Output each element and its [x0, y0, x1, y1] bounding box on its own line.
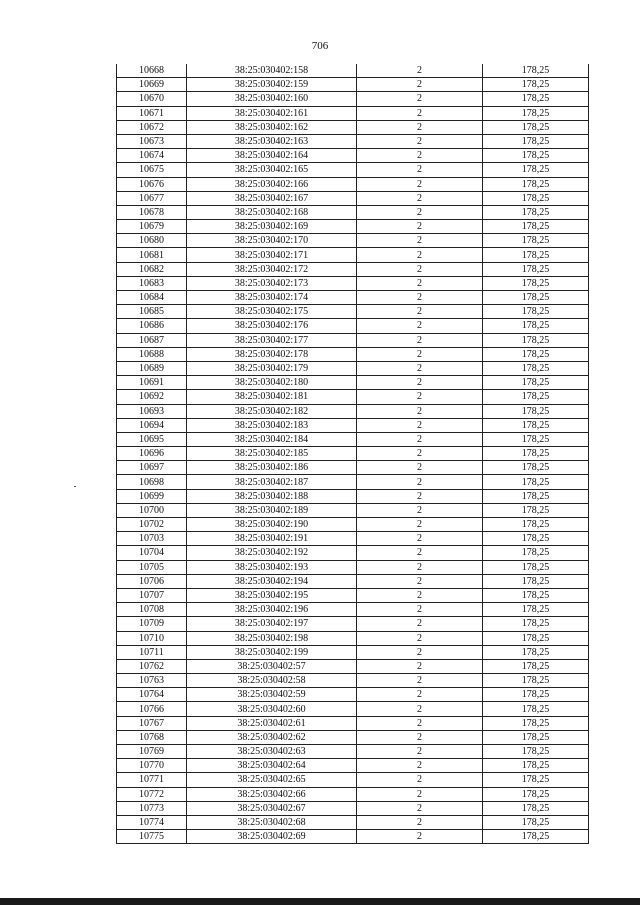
- area-cell: 178,25: [483, 645, 589, 659]
- area-cell: 178,25: [483, 220, 589, 234]
- row-number-cell: 10708: [117, 603, 187, 617]
- table-row: [117, 560, 589, 574]
- table-row: [117, 432, 589, 446]
- count-cell: 2: [357, 205, 483, 219]
- table-row: [117, 120, 589, 134]
- table-row: [117, 830, 589, 844]
- row-number-cell: 10699: [117, 489, 187, 503]
- cadastral-number-cell: 38:25:030402:166: [187, 177, 357, 191]
- row-number-cell: 10673: [117, 134, 187, 148]
- registry-table-body: [117, 64, 589, 844]
- area-cell: 178,25: [483, 674, 589, 688]
- cadastral-number-cell: 38:25:030402:67: [187, 801, 357, 815]
- cadastral-number-cell: 38:25:030402:61: [187, 716, 357, 730]
- table-row: [117, 347, 589, 361]
- cadastral-number-cell: 38:25:030402:183: [187, 418, 357, 432]
- area-cell: 178,25: [483, 532, 589, 546]
- table-row: [117, 390, 589, 404]
- count-cell: 2: [357, 631, 483, 645]
- area-cell: 178,25: [483, 64, 589, 78]
- row-number-cell: 10763: [117, 674, 187, 688]
- row-number-cell: 10762: [117, 659, 187, 673]
- row-number-cell: 10677: [117, 191, 187, 205]
- count-cell: 2: [357, 361, 483, 375]
- table-row: [117, 603, 589, 617]
- area-cell: 178,25: [483, 191, 589, 205]
- table-row: [117, 674, 589, 688]
- table-row: [117, 546, 589, 560]
- row-number-cell: 10678: [117, 205, 187, 219]
- row-number-cell: 10682: [117, 262, 187, 276]
- table-row: [117, 319, 589, 333]
- count-cell: 2: [357, 659, 483, 673]
- cadastral-number-cell: 38:25:030402:197: [187, 617, 357, 631]
- cadastral-number-cell: 38:25:030402:63: [187, 745, 357, 759]
- table-row: [117, 801, 589, 815]
- cadastral-number-cell: 38:25:030402:187: [187, 475, 357, 489]
- area-cell: 178,25: [483, 305, 589, 319]
- cadastral-number-cell: 38:25:030402:173: [187, 276, 357, 290]
- cadastral-number-cell: 38:25:030402:181: [187, 390, 357, 404]
- cadastral-number-cell: 38:25:030402:179: [187, 361, 357, 375]
- count-cell: 2: [357, 787, 483, 801]
- cadastral-number-cell: 38:25:030402:196: [187, 603, 357, 617]
- area-cell: 178,25: [483, 603, 589, 617]
- area-cell: 178,25: [483, 361, 589, 375]
- cadastral-number-cell: 38:25:030402:192: [187, 546, 357, 560]
- count-cell: 2: [357, 546, 483, 560]
- cadastral-number-cell: 38:25:030402:57: [187, 659, 357, 673]
- count-cell: 2: [357, 149, 483, 163]
- count-cell: 2: [357, 532, 483, 546]
- row-number-cell: 10696: [117, 447, 187, 461]
- table-row: [117, 291, 589, 305]
- table-row: [117, 361, 589, 375]
- area-cell: 178,25: [483, 376, 589, 390]
- cadastral-number-cell: 38:25:030402:185: [187, 447, 357, 461]
- count-cell: 2: [357, 276, 483, 290]
- area-cell: 178,25: [483, 92, 589, 106]
- count-cell: 2: [357, 518, 483, 532]
- row-number-cell: 10773: [117, 801, 187, 815]
- area-cell: 178,25: [483, 688, 589, 702]
- row-number-cell: 10695: [117, 432, 187, 446]
- count-cell: 2: [357, 220, 483, 234]
- row-number-cell: 10691: [117, 376, 187, 390]
- scan-edge-bar: [0, 898, 640, 905]
- cadastral-number-cell: 38:25:030402:65: [187, 773, 357, 787]
- scan-speck: [74, 486, 76, 487]
- row-number-cell: 10709: [117, 617, 187, 631]
- count-cell: 2: [357, 291, 483, 305]
- cadastral-number-cell: 38:25:030402:175: [187, 305, 357, 319]
- area-cell: 178,25: [483, 319, 589, 333]
- count-cell: 2: [357, 262, 483, 276]
- table-row: [117, 730, 589, 744]
- table-row: [117, 205, 589, 219]
- area-cell: 178,25: [483, 489, 589, 503]
- area-cell: 178,25: [483, 773, 589, 787]
- count-cell: 2: [357, 588, 483, 602]
- table-row: [117, 262, 589, 276]
- cadastral-number-cell: 38:25:030402:180: [187, 376, 357, 390]
- table-row: [117, 716, 589, 730]
- count-cell: 2: [357, 120, 483, 134]
- area-cell: 178,25: [483, 815, 589, 829]
- table-row: [117, 617, 589, 631]
- count-cell: 2: [357, 773, 483, 787]
- area-cell: 178,25: [483, 248, 589, 262]
- count-cell: 2: [357, 333, 483, 347]
- row-number-cell: 10766: [117, 702, 187, 716]
- cadastral-number-cell: 38:25:030402:172: [187, 262, 357, 276]
- row-number-cell: 10679: [117, 220, 187, 234]
- row-number-cell: 10693: [117, 404, 187, 418]
- count-cell: 2: [357, 801, 483, 815]
- area-cell: 178,25: [483, 759, 589, 773]
- table-row: [117, 503, 589, 517]
- count-cell: 2: [357, 617, 483, 631]
- area-cell: 178,25: [483, 702, 589, 716]
- cadastral-number-cell: 38:25:030402:162: [187, 120, 357, 134]
- cadastral-number-cell: 38:25:030402:194: [187, 574, 357, 588]
- row-number-cell: 10703: [117, 532, 187, 546]
- table-row: [117, 220, 589, 234]
- count-cell: 2: [357, 163, 483, 177]
- count-cell: 2: [357, 191, 483, 205]
- cadastral-number-cell: 38:25:030402:66: [187, 787, 357, 801]
- area-cell: 178,25: [483, 149, 589, 163]
- area-cell: 178,25: [483, 546, 589, 560]
- table-row: [117, 659, 589, 673]
- table-row: [117, 376, 589, 390]
- row-number-cell: 10710: [117, 631, 187, 645]
- cadastral-number-cell: 38:25:030402:164: [187, 149, 357, 163]
- row-number-cell: 10684: [117, 291, 187, 305]
- row-number-cell: 10705: [117, 560, 187, 574]
- row-number-cell: 10771: [117, 773, 187, 787]
- area-cell: 178,25: [483, 588, 589, 602]
- row-number-cell: 10692: [117, 390, 187, 404]
- table-row: [117, 588, 589, 602]
- cadastral-number-cell: 38:25:030402:193: [187, 560, 357, 574]
- row-number-cell: 10704: [117, 546, 187, 560]
- cadastral-number-cell: 38:25:030402:189: [187, 503, 357, 517]
- row-number-cell: 10774: [117, 815, 187, 829]
- area-cell: 178,25: [483, 830, 589, 844]
- count-cell: 2: [357, 390, 483, 404]
- table-row: [117, 447, 589, 461]
- table-row: [117, 815, 589, 829]
- count-cell: 2: [357, 759, 483, 773]
- row-number-cell: 10768: [117, 730, 187, 744]
- cadastral-number-cell: 38:25:030402:159: [187, 78, 357, 92]
- area-cell: 178,25: [483, 333, 589, 347]
- cadastral-number-cell: 38:25:030402:188: [187, 489, 357, 503]
- row-number-cell: 10686: [117, 319, 187, 333]
- row-number-cell: 10669: [117, 78, 187, 92]
- cadastral-number-cell: 38:25:030402:167: [187, 191, 357, 205]
- cadastral-number-cell: 38:25:030402:165: [187, 163, 357, 177]
- count-cell: 2: [357, 432, 483, 446]
- area-cell: 178,25: [483, 801, 589, 815]
- count-cell: 2: [357, 461, 483, 475]
- table-row: [117, 106, 589, 120]
- count-cell: 2: [357, 234, 483, 248]
- area-cell: 178,25: [483, 617, 589, 631]
- row-number-cell: 10769: [117, 745, 187, 759]
- cadastral-number-cell: 38:25:030402:64: [187, 759, 357, 773]
- table-row: [117, 418, 589, 432]
- area-cell: 178,25: [483, 432, 589, 446]
- row-number-cell: 10688: [117, 347, 187, 361]
- area-cell: 178,25: [483, 404, 589, 418]
- cadastral-number-cell: 38:25:030402:60: [187, 702, 357, 716]
- area-cell: 178,25: [483, 631, 589, 645]
- count-cell: 2: [357, 106, 483, 120]
- row-number-cell: 10676: [117, 177, 187, 191]
- table-row: [117, 759, 589, 773]
- count-cell: 2: [357, 815, 483, 829]
- area-cell: 178,25: [483, 716, 589, 730]
- area-cell: 178,25: [483, 163, 589, 177]
- row-number-cell: 10671: [117, 106, 187, 120]
- area-cell: 178,25: [483, 120, 589, 134]
- row-number-cell: 10675: [117, 163, 187, 177]
- row-number-cell: 10668: [117, 64, 187, 78]
- table-row: [117, 745, 589, 759]
- table-row: [117, 134, 589, 148]
- cadastral-number-cell: 38:25:030402:160: [187, 92, 357, 106]
- area-cell: 178,25: [483, 745, 589, 759]
- area-cell: 178,25: [483, 390, 589, 404]
- area-cell: 178,25: [483, 177, 589, 191]
- cadastral-number-cell: 38:25:030402:170: [187, 234, 357, 248]
- count-cell: 2: [357, 319, 483, 333]
- row-number-cell: 10687: [117, 333, 187, 347]
- count-cell: 2: [357, 674, 483, 688]
- row-number-cell: 10689: [117, 361, 187, 375]
- area-cell: 178,25: [483, 106, 589, 120]
- row-number-cell: 10764: [117, 688, 187, 702]
- area-cell: 178,25: [483, 475, 589, 489]
- count-cell: 2: [357, 177, 483, 191]
- cadastral-number-cell: 38:25:030402:59: [187, 688, 357, 702]
- cadastral-number-cell: 38:25:030402:69: [187, 830, 357, 844]
- count-cell: 2: [357, 447, 483, 461]
- registry-table: [116, 64, 589, 844]
- count-cell: 2: [357, 489, 483, 503]
- area-cell: 178,25: [483, 418, 589, 432]
- row-number-cell: 10700: [117, 503, 187, 517]
- count-cell: 2: [357, 347, 483, 361]
- row-number-cell: 10674: [117, 149, 187, 163]
- count-cell: 2: [357, 716, 483, 730]
- cadastral-number-cell: 38:25:030402:177: [187, 333, 357, 347]
- table-row: [117, 404, 589, 418]
- table-row: [117, 702, 589, 716]
- table-row: [117, 461, 589, 475]
- table-row: [117, 645, 589, 659]
- count-cell: 2: [357, 78, 483, 92]
- row-number-cell: 10694: [117, 418, 187, 432]
- table-row: [117, 787, 589, 801]
- area-cell: 178,25: [483, 503, 589, 517]
- area-cell: 178,25: [483, 347, 589, 361]
- area-cell: 178,25: [483, 560, 589, 574]
- table-row: [117, 64, 589, 78]
- row-number-cell: 10670: [117, 92, 187, 106]
- area-cell: 178,25: [483, 291, 589, 305]
- area-cell: 178,25: [483, 276, 589, 290]
- row-number-cell: 10772: [117, 787, 187, 801]
- count-cell: 2: [357, 503, 483, 517]
- row-number-cell: 10685: [117, 305, 187, 319]
- cadastral-number-cell: 38:25:030402:62: [187, 730, 357, 744]
- cadastral-number-cell: 38:25:030402:158: [187, 64, 357, 78]
- row-number-cell: 10680: [117, 234, 187, 248]
- table-row: [117, 489, 589, 503]
- row-number-cell: 10698: [117, 475, 187, 489]
- row-number-cell: 10707: [117, 588, 187, 602]
- count-cell: 2: [357, 574, 483, 588]
- cadastral-number-cell: 38:25:030402:182: [187, 404, 357, 418]
- cadastral-number-cell: 38:25:030402:171: [187, 248, 357, 262]
- count-cell: 2: [357, 92, 483, 106]
- row-number-cell: 10672: [117, 120, 187, 134]
- cadastral-number-cell: 38:25:030402:198: [187, 631, 357, 645]
- table-row: [117, 305, 589, 319]
- table-row: [117, 149, 589, 163]
- count-cell: 2: [357, 688, 483, 702]
- table-row: [117, 475, 589, 489]
- table-row: [117, 177, 589, 191]
- row-number-cell: 10697: [117, 461, 187, 475]
- area-cell: 178,25: [483, 518, 589, 532]
- row-number-cell: 10702: [117, 518, 187, 532]
- count-cell: 2: [357, 418, 483, 432]
- row-number-cell: 10706: [117, 574, 187, 588]
- count-cell: 2: [357, 603, 483, 617]
- area-cell: 178,25: [483, 574, 589, 588]
- area-cell: 178,25: [483, 78, 589, 92]
- area-cell: 178,25: [483, 659, 589, 673]
- area-cell: 178,25: [483, 234, 589, 248]
- count-cell: 2: [357, 248, 483, 262]
- count-cell: 2: [357, 745, 483, 759]
- cadastral-number-cell: 38:25:030402:163: [187, 134, 357, 148]
- table-row: [117, 631, 589, 645]
- count-cell: 2: [357, 305, 483, 319]
- table-row: [117, 518, 589, 532]
- area-cell: 178,25: [483, 461, 589, 475]
- cadastral-number-cell: 38:25:030402:191: [187, 532, 357, 546]
- table-row: [117, 234, 589, 248]
- area-cell: 178,25: [483, 447, 589, 461]
- count-cell: 2: [357, 475, 483, 489]
- cadastral-number-cell: 38:25:030402:178: [187, 347, 357, 361]
- count-cell: 2: [357, 702, 483, 716]
- table-row: [117, 532, 589, 546]
- cadastral-number-cell: 38:25:030402:195: [187, 588, 357, 602]
- count-cell: 2: [357, 645, 483, 659]
- cadastral-number-cell: 38:25:030402:174: [187, 291, 357, 305]
- area-cell: 178,25: [483, 262, 589, 276]
- table-row: [117, 248, 589, 262]
- table-row: [117, 191, 589, 205]
- count-cell: 2: [357, 376, 483, 390]
- count-cell: 2: [357, 830, 483, 844]
- cadastral-number-cell: 38:25:030402:199: [187, 645, 357, 659]
- row-number-cell: 10711: [117, 645, 187, 659]
- count-cell: 2: [357, 404, 483, 418]
- area-cell: 178,25: [483, 787, 589, 801]
- table-row: [117, 773, 589, 787]
- area-cell: 178,25: [483, 205, 589, 219]
- table-row: [117, 78, 589, 92]
- cadastral-number-cell: 38:25:030402:176: [187, 319, 357, 333]
- row-number-cell: 10775: [117, 830, 187, 844]
- cadastral-number-cell: 38:25:030402:58: [187, 674, 357, 688]
- table-row: [117, 574, 589, 588]
- cadastral-number-cell: 38:25:030402:186: [187, 461, 357, 475]
- area-cell: 178,25: [483, 730, 589, 744]
- table-row: [117, 688, 589, 702]
- row-number-cell: 10767: [117, 716, 187, 730]
- count-cell: 2: [357, 64, 483, 78]
- count-cell: 2: [357, 560, 483, 574]
- row-number-cell: 10770: [117, 759, 187, 773]
- table-row: [117, 92, 589, 106]
- count-cell: 2: [357, 134, 483, 148]
- cadastral-number-cell: 38:25:030402:190: [187, 518, 357, 532]
- cadastral-number-cell: 38:25:030402:168: [187, 205, 357, 219]
- row-number-cell: 10683: [117, 276, 187, 290]
- cadastral-number-cell: 38:25:030402:161: [187, 106, 357, 120]
- table-row: [117, 163, 589, 177]
- cadastral-number-cell: 38:25:030402:68: [187, 815, 357, 829]
- row-number-cell: 10681: [117, 248, 187, 262]
- table-row: [117, 276, 589, 290]
- table-row: [117, 333, 589, 347]
- count-cell: 2: [357, 730, 483, 744]
- cadastral-number-cell: 38:25:030402:169: [187, 220, 357, 234]
- cadastral-number-cell: 38:25:030402:184: [187, 432, 357, 446]
- area-cell: 178,25: [483, 134, 589, 148]
- page-number: 706: [311, 40, 329, 52]
